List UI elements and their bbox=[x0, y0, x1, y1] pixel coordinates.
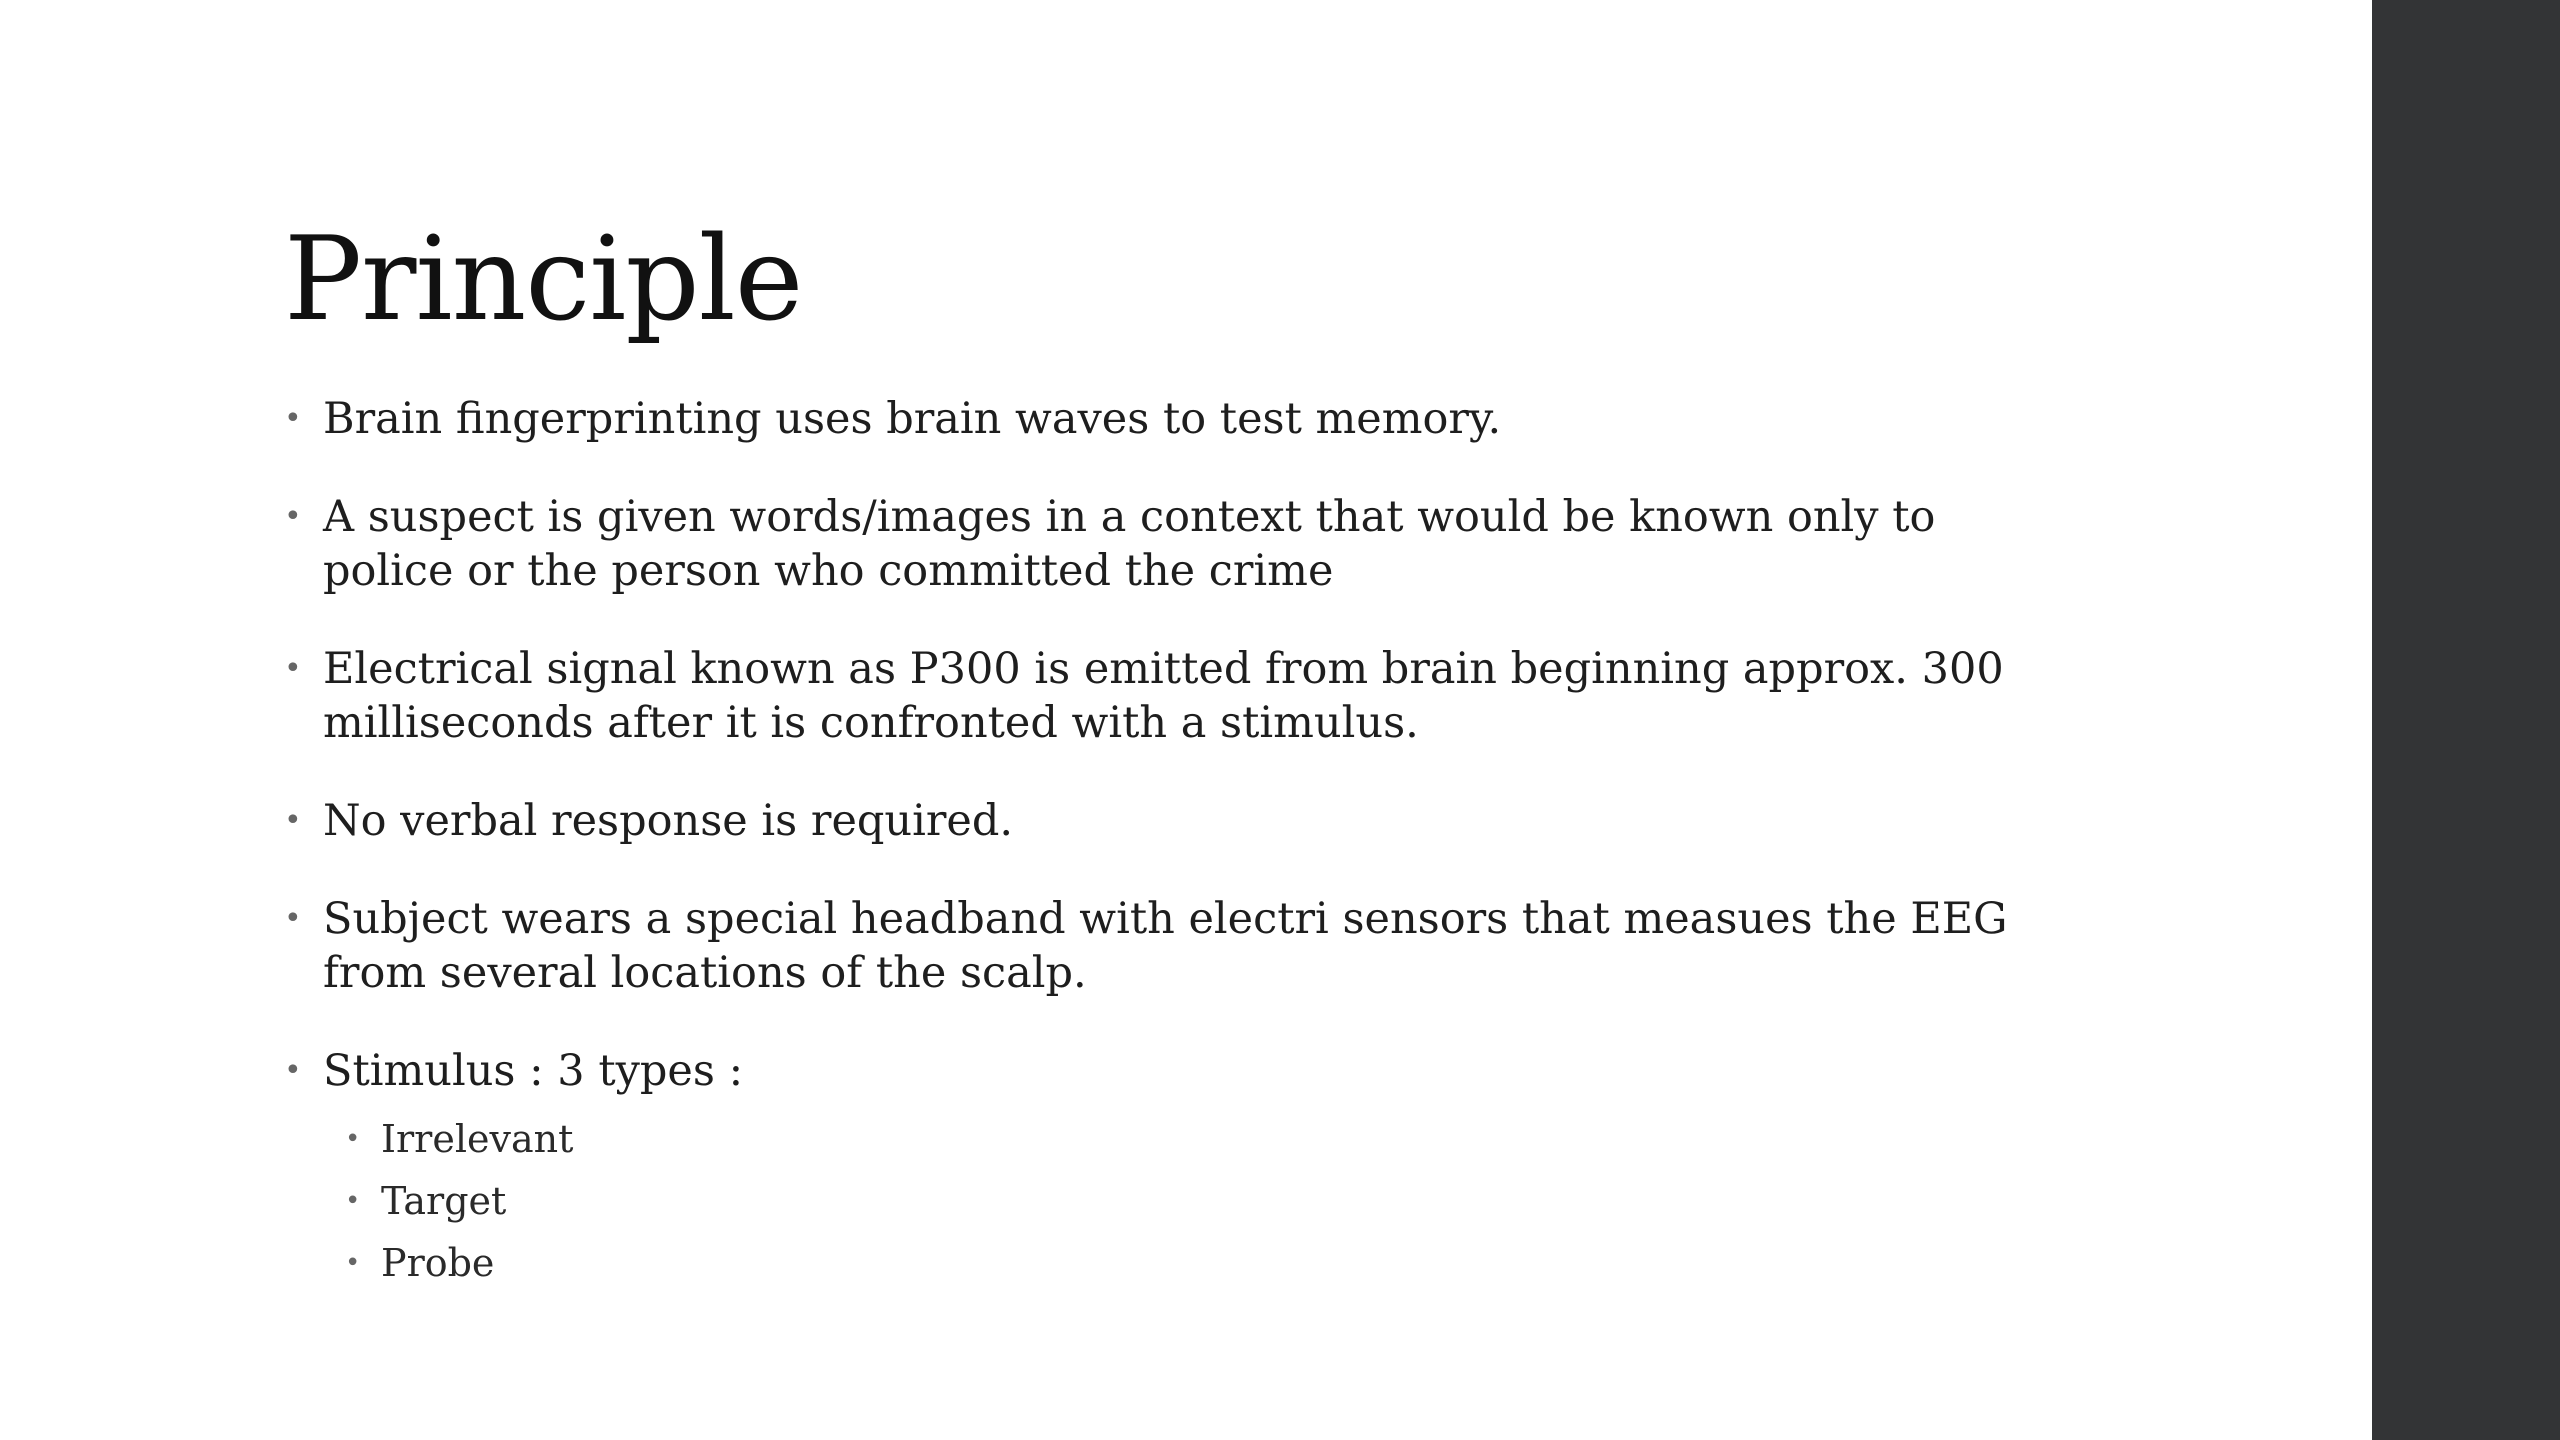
slide-body bbox=[284, 392, 2074, 1294]
sub-bullet-text: Target bbox=[381, 1179, 507, 1223]
sub-list-item bbox=[323, 1170, 2074, 1232]
bullet-dot-icon: • bbox=[284, 901, 302, 936]
sub-list-item bbox=[323, 1108, 2074, 1170]
bullet-list bbox=[284, 392, 2074, 1294]
list-item bbox=[284, 794, 2074, 848]
list-item bbox=[284, 892, 2074, 1000]
list-item bbox=[284, 490, 2074, 598]
slide-title: Principle bbox=[284, 212, 803, 347]
bullet-text: Stimulus : 3 types : bbox=[323, 1046, 744, 1096]
sub-bullet-text: Probe bbox=[381, 1241, 495, 1285]
bullet-dot-icon: • bbox=[284, 1053, 302, 1088]
bullet-text: No verbal response is required. bbox=[323, 796, 1014, 846]
list-item bbox=[284, 392, 2074, 446]
bullet-text: Brain fingerprinting uses brain waves to test memory. bbox=[323, 394, 1502, 444]
bullet-text: Electrical signal known as P300 is emitted from brain beginning approx. 300 milliseconds after it is confronted with a stimulus. bbox=[323, 644, 2004, 748]
bullet-dot-icon: • bbox=[284, 401, 302, 436]
sub-bullet-text: Irrelevant bbox=[381, 1117, 574, 1161]
bullet-dot-icon: • bbox=[284, 499, 302, 534]
bullet-dot-icon: • bbox=[284, 803, 302, 838]
sub-list-item bbox=[323, 1232, 2074, 1294]
bullet-dot-icon: • bbox=[345, 1124, 361, 1154]
bullet-text: Subject wears a special headband with electri sensors that measues the EEG from several locations of the scalp. bbox=[323, 894, 2008, 998]
bullet-dot-icon: • bbox=[345, 1248, 361, 1278]
bullet-dot-icon: • bbox=[284, 651, 302, 686]
sub-bullet-list bbox=[323, 1108, 2074, 1294]
bullet-dot-icon: • bbox=[345, 1186, 361, 1216]
bullet-text: A suspect is given words/images in a context that would be known only to police or the person who committed the crime bbox=[323, 492, 1936, 596]
list-item bbox=[284, 1044, 2074, 1294]
list-item bbox=[284, 642, 2074, 750]
side-bar bbox=[2372, 0, 2560, 1440]
